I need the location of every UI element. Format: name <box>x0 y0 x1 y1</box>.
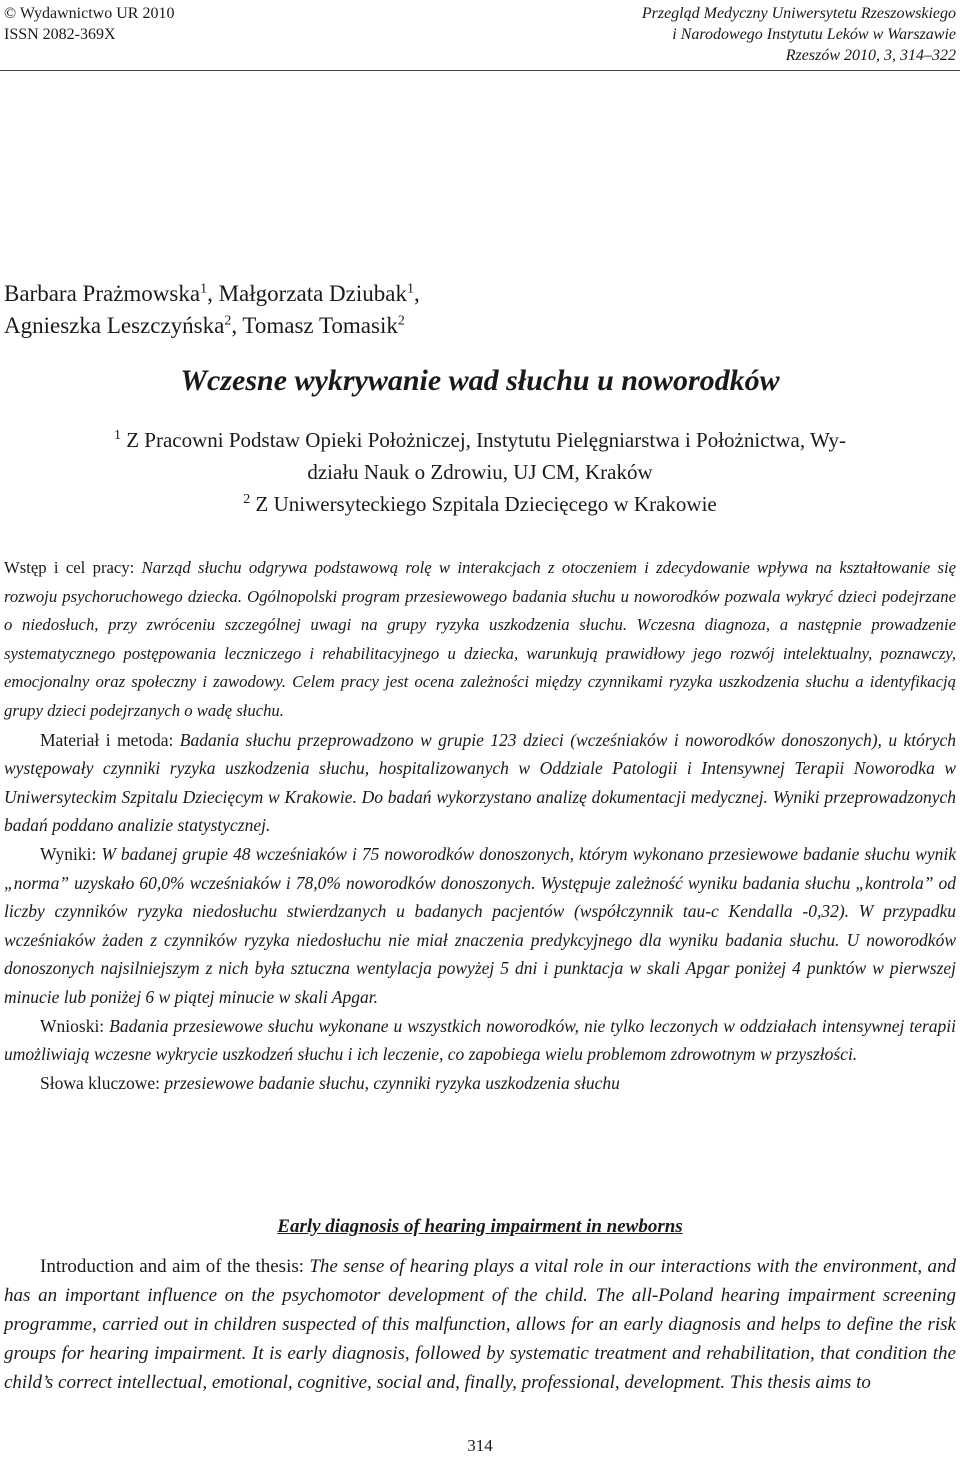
affiliations <box>0 424 960 520</box>
affiliation-1-line2: działu Nauk o Zdrowiu, UJ CM, Kraków <box>307 460 653 484</box>
header-right <box>642 3 956 66</box>
author-separator: , <box>231 313 243 338</box>
section-text: Badania słuchu przeprowadzono w grupie 123 dzieci (wcześniaków i noworodków donoszonych), u których występowały czynniki ryzyka uszkodzenia słuchu, hospitalizowanych w Oddziale Patologii i Intensywnej Terapii Noworodka w Uniwersyteckim Szpitalu Dziecięcym w Krakowie. Do badań wykorzystano analizę dokumentacji medycznej. Wyniki przeprowadzonych badań poddano analizie statystycznej. <box>4 729 956 836</box>
affiliation-text: Z Uniwersyteckiego Szpitala Dziecięcego w Krakowie <box>250 492 717 516</box>
section-label: Materiał i metoda: <box>40 729 180 750</box>
author-list <box>4 278 420 342</box>
abstract-keywords <box>4 1069 956 1098</box>
abstract-methods <box>4 726 956 840</box>
author-name: Agnieszka Leszczyńska <box>4 313 225 338</box>
author-affiliation-mark: 2 <box>397 313 405 329</box>
affiliation-1-line1 <box>0 424 960 456</box>
english-intro <box>4 1252 956 1397</box>
section-text: Narząd słuchu odgrywa podstawową rolę w interakcjach z otoczeniem i zdecydowanie wpływa na kształtowanie się rozwoju psychoruchowego dziecka. Ogólnopolski program przesiewowego badania słuchu u noworodków pozwala wykryć dzieci podejrzane o niedosłuch, przy zwróceniu szczególnej uwagi na grupy ryzyka uszkodzenia słuchu. Wczesna diagnoza, a następnie prowadzenie systematycznego postępowania leczniczego i rehabilitacyjnego u dziecka, warunkują prawidłowy jego rozwój intelektualny, poznawczy, emocjonalny oraz społeczny i zawodowy. Celem pracy jest ocena zależności między czynnikami ryzyka uszkodzenia słuchu a identyfikacją grupy dzieci podejrzanych o wadę słuchu. <box>4 558 957 720</box>
affiliation-mark: 1 <box>113 428 121 443</box>
author-affiliation-mark: 2 <box>224 313 232 329</box>
author-line-1 <box>4 278 420 310</box>
author-name: Barbara Prażmowska <box>4 281 201 306</box>
section-text: Badania przesiewowe słuchu wykonane u wszystkich noworodków, nie tylko leczonych w oddziałach intensywnej terapii umożliwiają wczesne wykrycie uszkodzeń słuchu i ich leczenie, co zapobiega wielu problemom zdrowotnym w przyszłości. <box>4 1015 956 1065</box>
section-label: Wyniki: <box>40 843 102 864</box>
publisher-line: © Wydawnictwo UR 2010 <box>4 5 175 22</box>
journal-name-line2: i Narodowego Instytutu Leków w Warszawie <box>672 26 956 43</box>
abstract-english <box>4 1252 956 1397</box>
page-number: 314 <box>467 1436 493 1455</box>
issn-line: ISSN 2082-369X <box>4 26 116 43</box>
article-title: Wczesne wykrywanie wad słuchu u noworodków <box>180 364 780 397</box>
section-label: Wstęp i cel pracy: <box>4 558 142 577</box>
author-name: Tomasz Tomasik <box>242 313 398 338</box>
abstract-results <box>4 840 956 1012</box>
author-affiliation-mark: 1 <box>200 281 208 297</box>
author-affiliation-mark: 1 <box>406 281 414 297</box>
affiliation-text: Z Pracowni Podstaw Opieki Położniczej, Instytutu Pielęgniarstwa i Położnictwa, Wy- <box>120 428 847 452</box>
section-text: W badanej grupie 48 wcześniaków i 75 noworodków donoszonych, którym wykonano przesiewowe badanie słuchu wynik „norma” uzyskało 60,0% wcześniaków i 78,0% noworodków donoszonych. Występuje zależność wyniku badania słuchu „kontrola” od liczby czynników ryzyka niedosłuchu stwierdzanych u badanych pacjentów (współczynnik tau-c Kendalla -0,32). W przypadku wcześniaków żaden z czynników ryzyka niedosłuchu nie miał znaczenia predykcyjnego dla wyniku badania słuchu. U noworodków donoszonych najsilniejszym z nich była sztuczna wentylacja powyżej 5 dni i punktacja w skali Apgar poniżej 4 punktów w pierwszej minucie lub poniżej 6 w piątej minucie w skali Apgar. <box>4 843 956 1007</box>
header-left <box>4 3 174 45</box>
english-title: Early diagnosis of hearing impairment in newborns <box>277 1216 683 1237</box>
abstract-conclusions <box>4 1012 956 1069</box>
abstract-polish <box>4 554 956 1097</box>
abstract-intro <box>4 554 956 726</box>
journal-citation: Rzeszów 2010, 3, 314–322 <box>785 47 956 64</box>
section-text: The sense of hearing plays a vital role in our interactions with the environment, and has an important influence on the psychomotor development of the child. The all-Poland hearing impairment screening programme, carried out in children suspected of this malfunction, allows for an early diagnosis and helps to define the risk groups for hearing impairment. It is early diagnosis, followed by systematic treatment and rehabilitation, that condition the child’s correct intellectual, emotional, cognitive, social and, finally, professional, development. This thesis aims to <box>4 1256 956 1393</box>
section-label: Introduction and aim of the thesis: <box>40 1256 310 1277</box>
author-name: Małgorzata Dziubak <box>218 281 407 306</box>
author-separator: , <box>413 281 420 306</box>
journal-name-line1: Przegląd Medyczny Uniwersytetu Rzeszowskiego <box>641 5 956 22</box>
section-text: przesiewowe badanie słuchu, czynniki ryzyka uszkodzenia słuchu <box>164 1072 620 1093</box>
affiliation-mark: 2 <box>243 492 251 507</box>
header-rule <box>0 70 960 71</box>
author-line-2 <box>4 310 420 342</box>
affiliation-2 <box>0 488 960 520</box>
author-separator: , <box>207 281 219 306</box>
section-label: Słowa kluczowe: <box>40 1072 165 1093</box>
section-label: Wnioski: <box>40 1015 110 1036</box>
